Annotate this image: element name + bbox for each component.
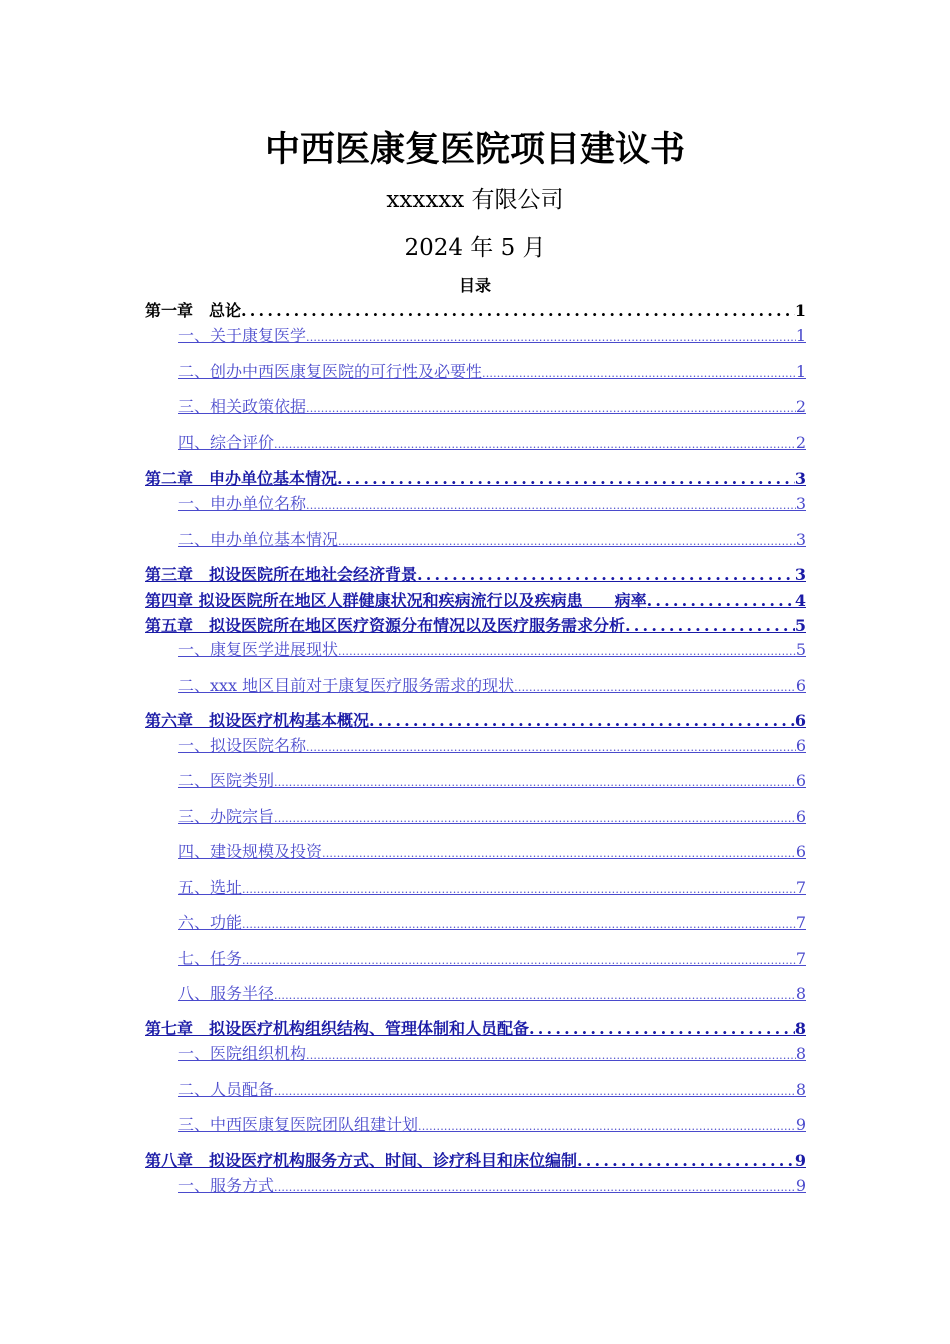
toc-dot-leader <box>418 1116 796 1136</box>
toc-dot-leader <box>241 300 795 322</box>
toc-entry-label: 三、中西医康复医院团队组建计划 <box>178 1115 419 1134</box>
toc-dot-leader <box>274 985 796 1005</box>
toc-chapter-entry[interactable] <box>145 1150 806 1172</box>
toc-entry-label: 二、xxx 地区目前对于康复医疗服务需求的现状 <box>178 676 515 695</box>
toc-entry-label: 第八章 拟设医疗机构服务方式、时间、诊疗科目和床位编制 <box>145 1151 578 1170</box>
toc-entry-label: 四、综合评价 <box>178 433 275 452</box>
toc-dot-leader <box>647 590 795 612</box>
toc-section-entry[interactable] <box>178 841 806 863</box>
toc-section-entry[interactable] <box>178 1043 806 1065</box>
toc-entry-label: 一、服务方式 <box>178 1176 275 1195</box>
toc-entry-label: 第七章 拟设医疗机构组织结构、管理体制和人员配备 <box>145 1019 530 1038</box>
toc-page-number: 1 <box>795 326 806 345</box>
toc-dot-leader <box>306 1045 796 1065</box>
document-date: 2024 年 5 月 <box>404 235 546 261</box>
toc-dot-leader <box>274 1177 796 1197</box>
toc-page-number: 9 <box>795 1176 806 1195</box>
toc-page-number: 3 <box>794 469 806 488</box>
toc-entry-label: 一、申办单位名称 <box>178 494 307 513</box>
toc-entry-label: 第一章 总论 <box>145 301 242 320</box>
toc-dot-leader <box>338 641 796 661</box>
toc-page-number: 8 <box>794 1019 806 1038</box>
toc-entry-label: 一、康复医学进展现状 <box>178 640 339 659</box>
toc-section-entry[interactable] <box>178 735 806 757</box>
toc-entry-label: 六、功能 <box>178 913 243 932</box>
toc-dot-leader <box>274 772 796 792</box>
toc-section-entry[interactable] <box>178 493 806 515</box>
toc-entry-label: 二、创办中西医康复医院的可行性及必要性 <box>178 362 483 381</box>
toc-section-entry[interactable] <box>178 675 806 697</box>
toc-chapter-entry[interactable] <box>145 564 806 586</box>
toc-page-number: 6 <box>795 842 806 861</box>
toc-page-number: 2 <box>795 397 806 416</box>
toc-dot-leader <box>306 398 796 418</box>
toc-entry-label: 一、关于康复医学 <box>178 326 307 345</box>
toc-dot-leader <box>514 677 796 697</box>
toc-dot-leader <box>306 327 796 347</box>
toc-section-entry[interactable] <box>178 432 806 454</box>
toc-entry-label: 八、服务半径 <box>178 984 275 1003</box>
toc-dot-leader <box>577 1150 795 1172</box>
toc-entry-label: 第三章 拟设医院所在地社会经济背景 <box>145 565 418 584</box>
toc-entry-label: 一、医院组织机构 <box>178 1044 307 1063</box>
toc-entry-label: 第四章 拟设医院所在地区人群健康状况和疾病流行以及疾病患 病率 <box>145 591 647 610</box>
toc-page-number: 5 <box>795 640 806 659</box>
toc-entry-label: 三、相关政策依据 <box>178 397 307 416</box>
toc-page-number: 8 <box>795 984 806 1003</box>
toc-dot-leader <box>306 495 796 515</box>
toc-page-number: 6 <box>795 736 806 755</box>
toc-entry-label: 第二章 申办单位基本情况 <box>145 469 338 488</box>
toc-page-number: 6 <box>795 676 806 695</box>
toc-page-number: 3 <box>795 530 806 549</box>
toc-entry-label: 二、人员配备 <box>178 1080 275 1099</box>
toc-page-number: 6 <box>795 771 806 790</box>
toc-section-entry[interactable] <box>178 983 806 1005</box>
toc-chapter-entry[interactable] <box>145 615 806 637</box>
toc-entry-label: 二、申办单位基本情况 <box>178 530 339 549</box>
toc-entry-label: 三、办院宗旨 <box>178 807 275 826</box>
toc-section-entry[interactable] <box>178 770 806 792</box>
toc-section-entry[interactable] <box>178 948 806 970</box>
toc-dot-leader <box>338 531 796 551</box>
toc-page-number: 9 <box>794 1151 806 1170</box>
toc-section-entry[interactable] <box>178 1175 806 1197</box>
toc-section-entry[interactable] <box>178 361 806 383</box>
toc-page-number: 8 <box>795 1080 806 1099</box>
toc-dot-leader <box>322 843 796 863</box>
toc-dot-leader <box>242 914 796 934</box>
toc-dot-leader <box>274 1081 796 1101</box>
toc-chapter-entry[interactable] <box>145 300 806 322</box>
toc-page-number: 1 <box>794 301 806 320</box>
toc-section-entry[interactable] <box>178 806 806 828</box>
toc-dot-leader <box>369 710 795 732</box>
toc-section-entry[interactable] <box>178 396 806 418</box>
toc-section-entry[interactable] <box>178 877 806 899</box>
toc-page-number: 8 <box>795 1044 806 1063</box>
toc-dot-leader <box>337 468 795 490</box>
toc-section-entry[interactable] <box>178 912 806 934</box>
toc-page-number: 9 <box>795 1115 806 1134</box>
toc-page-number: 6 <box>795 807 806 826</box>
toc-dot-leader <box>274 808 796 828</box>
toc-entry-label: 七、任务 <box>178 949 243 968</box>
toc-heading: 目录 <box>458 276 491 295</box>
toc-dot-leader <box>306 737 796 757</box>
toc-page-number: 4 <box>794 591 806 610</box>
toc-dot-leader <box>242 879 796 899</box>
toc-section-entry[interactable] <box>178 529 806 551</box>
toc-page-number: 3 <box>794 565 806 584</box>
toc-page-number: 7 <box>795 878 806 897</box>
toc-entry-label: 四、建设规模及投资 <box>178 842 323 861</box>
toc-page-number: 3 <box>795 494 806 513</box>
toc-page-number: 7 <box>795 949 806 968</box>
document-title: 中西医康复医院项目建议书 <box>264 129 685 170</box>
toc-dot-leader <box>529 1018 795 1040</box>
toc-page-number: 6 <box>794 711 806 730</box>
toc-chapter-entry[interactable] <box>145 1018 806 1040</box>
toc-page-number: 5 <box>794 616 806 635</box>
toc-page-number: 7 <box>795 913 806 932</box>
toc-entry-label: 第五章 拟设医院所在地区医疗资源分布情况以及医疗服务需求分析 <box>145 616 626 635</box>
toc-dot-leader <box>625 615 795 637</box>
toc-section-entry[interactable] <box>178 325 806 347</box>
toc-page-number: 2 <box>795 433 806 452</box>
toc-chapter-entry[interactable] <box>145 710 806 732</box>
toc-dot-leader <box>417 564 795 586</box>
toc-dot-leader <box>274 434 796 454</box>
toc-page-number: 1 <box>795 362 806 381</box>
toc-chapter-entry[interactable] <box>145 468 806 490</box>
toc-dot-leader <box>482 363 796 383</box>
toc-section-entry[interactable] <box>178 639 806 661</box>
toc-entry-label: 第六章 拟设医疗机构基本概况 <box>145 711 370 730</box>
toc-dot-leader <box>242 950 796 970</box>
company-name: xxxxxx 有限公司 <box>386 187 564 213</box>
toc-entry-label: 五、选址 <box>178 878 243 897</box>
toc-entry-label: 二、医院类别 <box>178 771 275 790</box>
toc-section-entry[interactable] <box>178 1079 806 1101</box>
toc-entry-label: 一、拟设医院名称 <box>178 736 307 755</box>
toc-chapter-entry[interactable] <box>145 590 806 612</box>
toc-section-entry[interactable] <box>178 1114 806 1136</box>
